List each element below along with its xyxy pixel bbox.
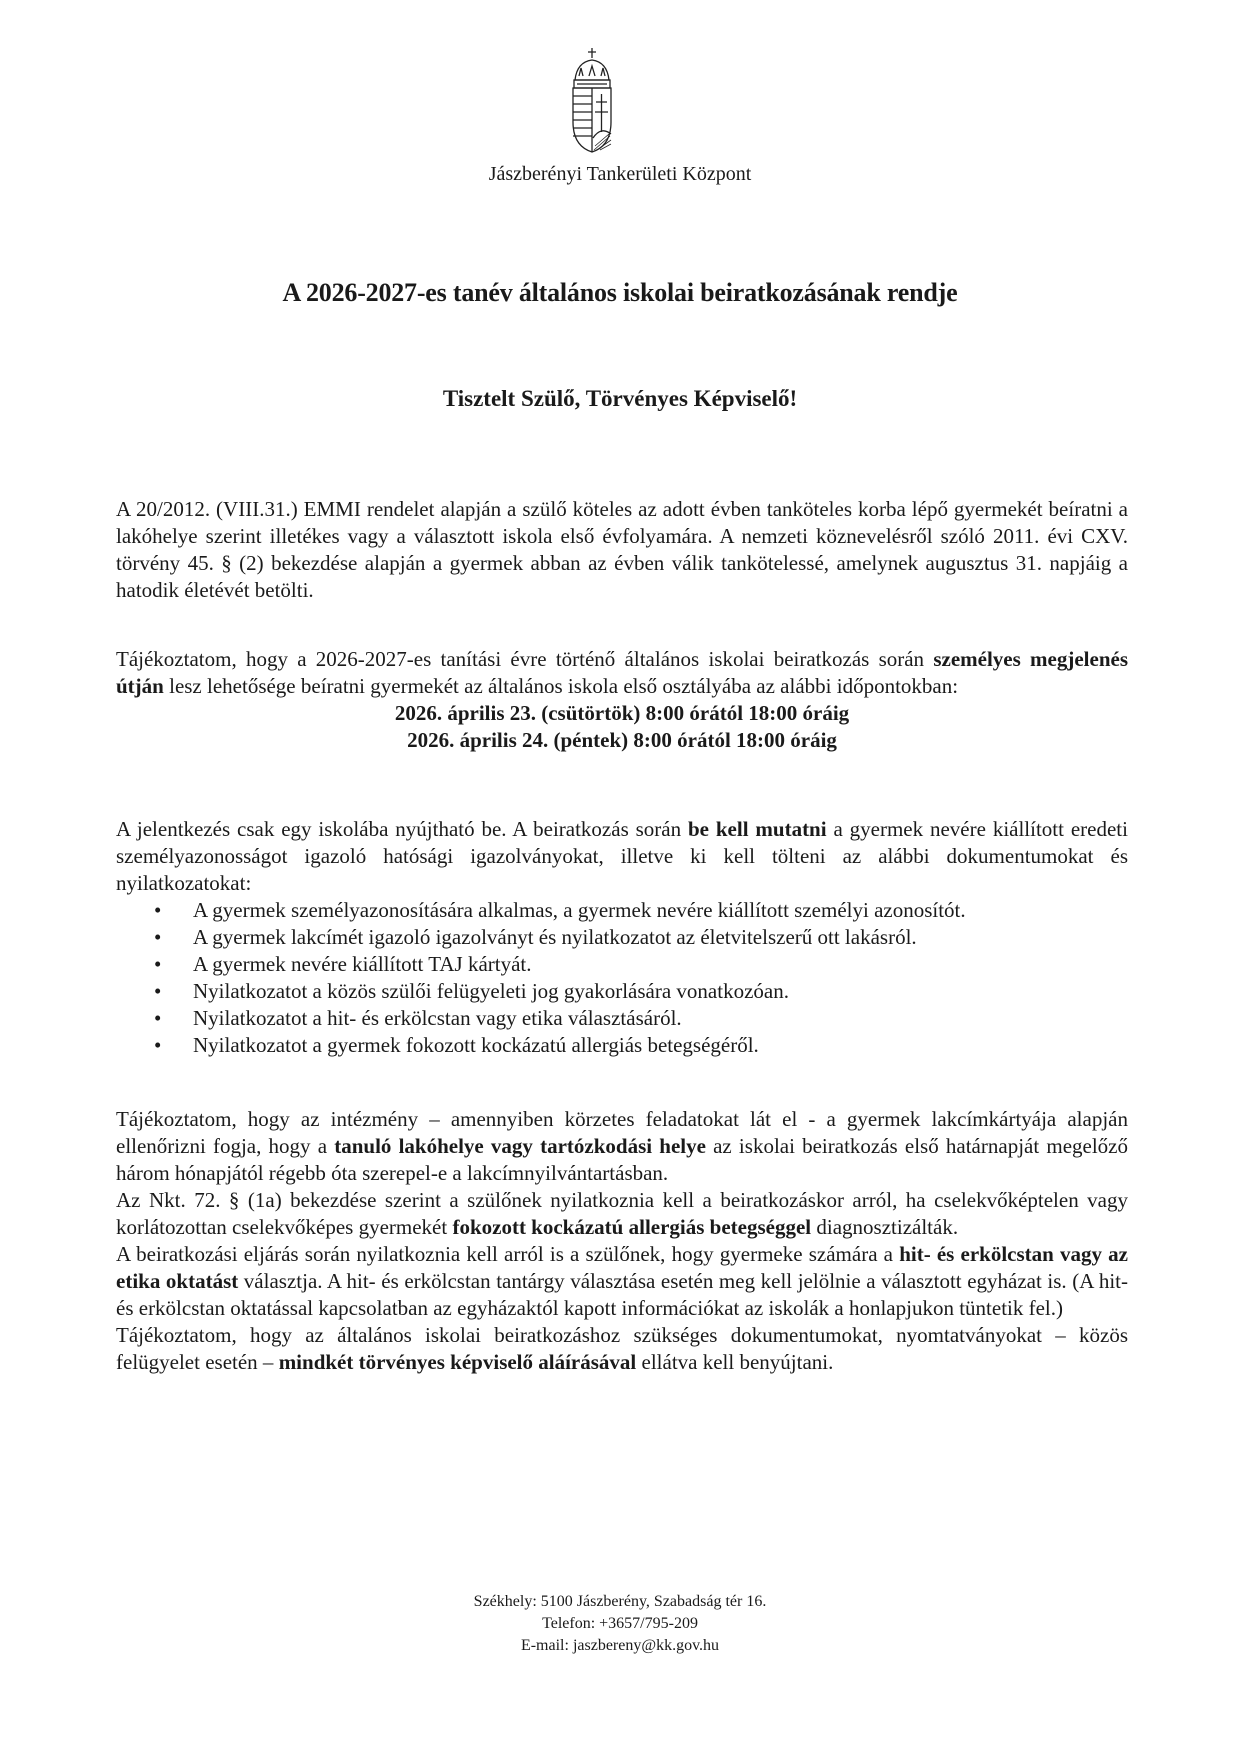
list-item: • A gyermek lakcímét igazoló igazolványt és nyilatkozatot az életvitelszerű ott lakásról. xyxy=(154,925,917,949)
list-item: • A gyermek személyazonosítására alkalmas, a gyermek nevére kiállított személyi azonosítót. xyxy=(154,898,966,922)
paragraph-allergy-declaration: Az Nkt. 72. § (1a) bekezdése szerint a szülőnek nyilatkoznia kell a beiratkozáskor arról, ha cselekvőképtelen vagy korlátozottan cselekvőképes gyermekét fokozott kockázatú allergiás betegséggel diagnosztizálták. xyxy=(116,1188,1128,1239)
emphasis-signatures: mindkét törvényes képviselő aláírásával xyxy=(278,1350,637,1374)
bullet-icon: • xyxy=(154,925,162,949)
hungarian-coat-of-arms-icon xyxy=(565,46,619,154)
list-item: • Nyilatkozatot a gyermek fokozott kockázatú allergiás betegségéről. xyxy=(154,1033,759,1057)
list-item: • A gyermek nevére kiállított TAJ kártyát. xyxy=(154,952,532,976)
footer-email: E-mail: jaszbereny@kk.gov.hu xyxy=(520,1637,720,1654)
footer-phone: Telefon: +3657/795-209 xyxy=(542,1615,698,1632)
paragraph-legal-basis: A 20/2012. (VIII.31.) EMMI rendelet alapján a szülő köteles az adott évben tanköteles korba lépő gyermekét beíratni a lakóhelye szerint illetékes vagy a választott iskola első évfolyamára. A nemzeti köznevelésről szóló 2011. évi CXV. törvény 45. § (2) bekezdése alapján a gyermek abban az évben válik tankötelessé, amelynek augusztus 31. napjáig a hatodik életévét betölti. xyxy=(116,497,1128,602)
emphasis-residence: tanuló lakóhelye vagy tartózkodási helye xyxy=(334,1134,706,1158)
salutation: Tisztelt Szülő, Törvényes Képviselő! xyxy=(442,386,798,411)
bullet-icon: • xyxy=(154,952,162,976)
enrollment-date-1: 2026. április 23. (csütörtök) 8:00 órától 18:00 óráig xyxy=(394,701,850,725)
footer-contact xyxy=(0,1591,1240,1657)
emphasis-in-person: személyes megjelenés útján xyxy=(116,647,1128,698)
bullet-icon: • xyxy=(154,898,162,922)
bullet-icon: • xyxy=(154,1006,162,1030)
required-documents-section xyxy=(116,816,1128,1059)
paragraph-residence-check: Tájékoztatom, hogy az intézmény – amennyiben körzetes feladatokat lát el - a gyermek lakcímkártyája alapján ellenőrizni fogja, hogy a tanuló lakóhelye vagy tartózkodási helye az iskolai beiratkozás első határnapját megelőző három hónapjától régebb óta szerepel-e a lakcímnyilvántartásban. xyxy=(116,1107,1128,1185)
paragraph-religion-ethics: A beiratkozási eljárás során nyilatkoznia kell arról is a szülőnek, hogy gyermeke számára a hit- és erkölcstan vagy az etika oktatást választja. A hit- és erkölcstan tantárgy választása esetén meg kell jelölnie a választott egyházat is. (A hit- és erkölcstan oktatással kapcsolatban az egyházaktól kapott információkat az iskolák a honlapjukon tüntetik fel.) xyxy=(116,1242,1129,1320)
emphasis-allergy: fokozott kockázatú allergiás betegséggel xyxy=(452,1215,812,1239)
list-item: • Nyilatkozatot a hit- és erkölcstan vagy etika választásáról. xyxy=(154,1006,682,1030)
enrollment-date-2: 2026. április 24. (péntek) 8:00 órától 18:00 óráig xyxy=(407,728,837,752)
emphasis-must-present: be kell mutatni xyxy=(687,817,827,841)
additional-info-section xyxy=(116,1106,1128,1376)
required-documents-list xyxy=(116,897,1128,1059)
intro-paragraph xyxy=(116,496,1128,604)
footer-address: Székhely: 5100 Jászberény, Szabadság tér 16. xyxy=(473,1593,767,1610)
paragraph-required-documents: A jelentkezés csak egy iskolába nyújtható be. A beiratkozás során be kell mutatni a gyermek nevére kiállított eredeti személyazonosságot igazoló hatósági igazolványokat, illetve ki kell tölteni az alábbi dokumentumokat és nyilatkozatokat: xyxy=(116,817,1128,895)
enrollment-info-section xyxy=(116,646,1128,754)
paragraph-signatures: Tájékoztatom, hogy az általános iskolai beiratkozáshoz szükséges dokumentumokat, nyomtatványokat – közös felügyelet esetén – mindkét törvényes képviselő aláírásával ellátva kell benyújtani. xyxy=(116,1323,1128,1374)
document-title: A 2026-2027-es tanév általános iskolai beiratkozásának rendje xyxy=(282,278,958,307)
paragraph-enrollment-method: Tájékoztatom, hogy a 2026-2027-es tanítási évre történő általános iskolai beiratkozás során személyes megjelenés útján lesz lehetősége beíratni gyermekét az általános iskola első osztályába az alábbi időpontokban: xyxy=(116,647,1128,698)
bullet-icon: • xyxy=(154,979,162,1003)
emphasis-religion-ethics: hit- és erkölcstan vagy az etika oktatást xyxy=(116,1242,1129,1293)
list-item: • Nyilatkozatot a közös szülői felügyeleti jog gyakorlására vonatkozóan. xyxy=(154,979,789,1003)
organization-name: Jászberényi Tankerületi Központ xyxy=(488,163,752,185)
bullet-icon: • xyxy=(154,1033,162,1057)
